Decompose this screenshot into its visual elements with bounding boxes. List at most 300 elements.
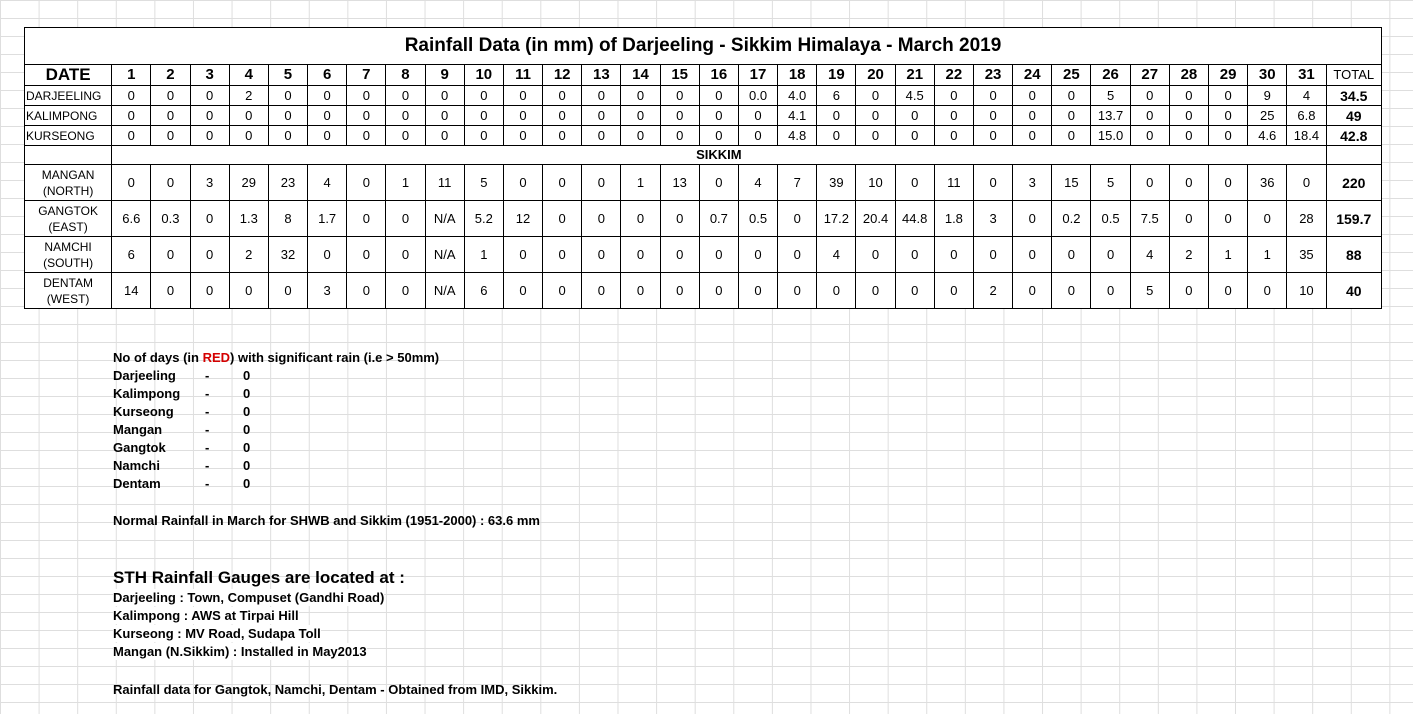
rain-value: 0 [151, 237, 190, 273]
rain-value: 5.2 [464, 201, 503, 237]
rain-value: 28 [1287, 201, 1326, 237]
rain-value: 0 [268, 273, 307, 309]
total-header: TOTAL [1326, 65, 1381, 86]
rain-value: 0 [543, 237, 582, 273]
rain-value: 4 [817, 237, 856, 273]
rain-value: 0 [1169, 165, 1208, 201]
rain-value: 0 [699, 126, 738, 146]
rain-value: 0 [229, 126, 268, 146]
table-row [25, 165, 1382, 201]
rain-value: 0 [308, 86, 347, 106]
significant-rain-heading [113, 349, 439, 367]
rain-value: 0 [621, 86, 660, 106]
rain-value: 0 [1013, 237, 1052, 273]
rain-value: 0 [1130, 165, 1169, 201]
station-label: Kurseong [113, 404, 174, 419]
rain-value: 0 [1169, 106, 1208, 126]
rain-value: 0 [543, 273, 582, 309]
rain-value: 6 [464, 273, 503, 309]
rain-value: 0 [1169, 86, 1208, 106]
rain-value: 0 [386, 126, 425, 146]
rain-value: 0 [347, 165, 386, 201]
day-header: 20 [856, 65, 895, 86]
rain-value: 0 [856, 106, 895, 126]
rain-value: 6 [112, 237, 151, 273]
rain-value: 0 [308, 106, 347, 126]
significant-day-count: 0 [243, 404, 251, 419]
station-name [25, 237, 112, 273]
rain-value: 0 [621, 106, 660, 126]
rain-value: 0 [190, 126, 229, 146]
rain-value: 0 [895, 273, 934, 309]
significant-day-count: 0 [243, 386, 251, 401]
separator-dash: - [205, 368, 210, 383]
rain-value: 0 [464, 86, 503, 106]
rain-value: 0 [1209, 106, 1248, 126]
rain-value: 13 [660, 165, 699, 201]
rain-value: 12 [503, 201, 542, 237]
rain-value: 0 [1209, 126, 1248, 146]
rain-value: 0 [347, 106, 386, 126]
rain-value: 36 [1248, 165, 1287, 201]
rain-value: 7 [778, 165, 817, 201]
rain-value: 0.3 [151, 201, 190, 237]
rain-value: 10 [1287, 273, 1326, 309]
rain-value: 39 [817, 165, 856, 201]
rain-value: 0 [1169, 201, 1208, 237]
rain-value: 0 [778, 237, 817, 273]
day-header-row [25, 65, 1382, 86]
sikkim-section-row [25, 146, 1382, 165]
rain-value: 0 [817, 126, 856, 146]
rain-value: 0 [229, 106, 268, 126]
rain-value: 0 [190, 86, 229, 106]
rain-value: 0 [1248, 201, 1287, 237]
rain-value: 4.6 [1248, 126, 1287, 146]
rain-value: 0 [1130, 106, 1169, 126]
rain-value: 10 [856, 165, 895, 201]
rain-value: 0.0 [738, 86, 777, 106]
rain-value: 0 [386, 237, 425, 273]
row-total: 220 [1326, 165, 1381, 201]
rain-value: 3 [973, 201, 1012, 237]
day-header: 18 [778, 65, 817, 86]
rain-value: 0 [973, 237, 1012, 273]
rain-value: 0 [190, 106, 229, 126]
rain-value: 0 [425, 86, 464, 106]
rain-value: 0 [543, 201, 582, 237]
rain-value: 6.8 [1287, 106, 1326, 126]
rain-value: 0 [582, 237, 621, 273]
gauge-location: Kurseong : MV Road, Sudapa Toll [113, 626, 321, 641]
rain-value: 0 [699, 106, 738, 126]
rain-value: 0 [1013, 273, 1052, 309]
rain-value: 0 [973, 106, 1012, 126]
rain-value: 0 [503, 126, 542, 146]
rain-value: 0 [1052, 106, 1091, 126]
day-header: 5 [268, 65, 307, 86]
rain-value: 11 [425, 165, 464, 201]
station-label: Gangtok [113, 440, 166, 455]
rain-value: 32 [268, 237, 307, 273]
rain-value: 8 [268, 201, 307, 237]
rain-value: 17.2 [817, 201, 856, 237]
rain-value: 4.0 [778, 86, 817, 106]
station-region: (SOUTH) [43, 255, 94, 270]
rain-value: 0 [503, 165, 542, 201]
rain-value: 0 [1052, 126, 1091, 146]
rain-value: 0 [543, 165, 582, 201]
rain-value: 0 [151, 86, 190, 106]
rain-value: 2 [229, 237, 268, 273]
station-name [25, 273, 112, 309]
rain-value: 0 [699, 273, 738, 309]
station-region: (WEST) [46, 291, 90, 306]
station-label: Darjeeling [113, 368, 176, 383]
table-row [25, 126, 1382, 146]
rain-value: 0 [386, 201, 425, 237]
rain-value: 0 [1091, 237, 1130, 273]
rain-value: 0 [268, 86, 307, 106]
rain-value: 0 [973, 165, 1012, 201]
rain-value: N/A [425, 201, 464, 237]
rain-value: 2 [973, 273, 1012, 309]
separator-dash: - [205, 386, 210, 401]
rain-value: 11 [934, 165, 973, 201]
rain-value: 0 [190, 273, 229, 309]
rain-value: 0 [699, 237, 738, 273]
rain-value: 0 [112, 165, 151, 201]
station-name-main: DENTAM [43, 275, 93, 290]
rain-value: 15.0 [1091, 126, 1130, 146]
rain-value: 15 [1052, 165, 1091, 201]
station-name: DARJEELING [25, 86, 112, 106]
day-header: 27 [1130, 65, 1169, 86]
day-header: 30 [1248, 65, 1287, 86]
rain-value: 6.6 [112, 201, 151, 237]
rain-value: 0 [856, 273, 895, 309]
rain-value: 0 [582, 126, 621, 146]
rain-value: 0 [895, 106, 934, 126]
rain-value: 2 [229, 86, 268, 106]
rain-value: 20.4 [856, 201, 895, 237]
rain-value: 0 [582, 201, 621, 237]
rain-value: 0 [386, 106, 425, 126]
day-header: 25 [1052, 65, 1091, 86]
rain-value: 0 [621, 126, 660, 146]
significant-prefix: No of days (in [113, 350, 203, 365]
rain-value: 1.8 [934, 201, 973, 237]
significant-day-count: 0 [243, 458, 251, 473]
table-row [25, 273, 1382, 309]
table-title: Rainfall Data (in mm) of Darjeeling - Sikkim Himalaya - March 2019 [25, 28, 1382, 65]
station-label: Dentam [113, 476, 161, 491]
rain-value: 0 [934, 106, 973, 126]
rain-value: 0 [738, 273, 777, 309]
rain-value: 44.8 [895, 201, 934, 237]
rain-value: 0 [1209, 86, 1248, 106]
separator-dash: - [205, 422, 210, 437]
rain-value: 0 [660, 126, 699, 146]
rain-value: 0 [151, 106, 190, 126]
rain-value: 0 [660, 106, 699, 126]
rain-value: 0 [778, 201, 817, 237]
rain-value: 0 [660, 86, 699, 106]
rain-value: 4 [308, 165, 347, 201]
day-header: 13 [582, 65, 621, 86]
rain-value: 0 [1013, 106, 1052, 126]
rain-value: 0 [582, 165, 621, 201]
station-name-main: GANGTOK [38, 203, 98, 218]
rain-value: 0 [1130, 86, 1169, 106]
rain-value: 4 [1287, 86, 1326, 106]
rain-value: 0 [464, 126, 503, 146]
rain-value: 0 [1209, 201, 1248, 237]
rain-value: 0 [1130, 126, 1169, 146]
rain-value: 0 [151, 273, 190, 309]
rain-value: 0 [190, 237, 229, 273]
row-total: 88 [1326, 237, 1381, 273]
rain-value: 0 [738, 126, 777, 146]
rain-value: 0 [856, 126, 895, 146]
rain-value: 0.7 [699, 201, 738, 237]
station-region: (EAST) [48, 219, 88, 234]
rain-value: 0 [112, 106, 151, 126]
row-total: 34.5 [1326, 86, 1381, 106]
rain-value: 0 [425, 106, 464, 126]
rain-value: 0 [1013, 201, 1052, 237]
rain-value: 3 [1013, 165, 1052, 201]
rain-value: 0 [151, 165, 190, 201]
day-header: 31 [1287, 65, 1326, 86]
rain-value: 2 [1169, 237, 1208, 273]
rain-value: 0 [660, 237, 699, 273]
rain-value: 0 [464, 106, 503, 126]
rain-value: 3 [308, 273, 347, 309]
rain-value: 0 [973, 86, 1012, 106]
rain-value: 0 [543, 86, 582, 106]
rainfall-table [24, 27, 1382, 309]
rain-value: 3 [190, 165, 229, 201]
rain-value: 0 [895, 165, 934, 201]
table-row [25, 201, 1382, 237]
rain-value: 0 [503, 237, 542, 273]
row-total: 42.8 [1326, 126, 1381, 146]
gauges-title: STH Rainfall Gauges are located at : [113, 568, 405, 587]
significant-day-count: 0 [243, 368, 251, 383]
rain-value: 0 [268, 126, 307, 146]
table-row [25, 86, 1382, 106]
day-header: 21 [895, 65, 934, 86]
separator-dash: - [205, 404, 210, 419]
rain-value: 0 [425, 126, 464, 146]
rain-value: 0 [347, 237, 386, 273]
gauge-location: Mangan (N.Sikkim) : Installed in May2013 [113, 644, 367, 659]
blank-cell [25, 146, 112, 165]
day-header: 22 [934, 65, 973, 86]
significant-day-count: 0 [243, 422, 251, 437]
day-header: 9 [425, 65, 464, 86]
separator-dash: - [205, 476, 210, 491]
rain-value: 0 [347, 201, 386, 237]
rain-value: 0 [112, 86, 151, 106]
day-header: 6 [308, 65, 347, 86]
rain-value: 0 [934, 126, 973, 146]
rain-value: 0.2 [1052, 201, 1091, 237]
blank-cell [1326, 146, 1381, 165]
rain-value: 0 [1169, 126, 1208, 146]
day-header: 7 [347, 65, 386, 86]
day-header: 26 [1091, 65, 1130, 86]
station-label: Kalimpong [113, 386, 181, 401]
gauge-location: Kalimpong : AWS at Tirpai Hill [113, 608, 299, 623]
rain-value: 0 [347, 86, 386, 106]
rain-value: 1 [464, 237, 503, 273]
significant-suffix: ) with significant rain (i.e > 50mm) [230, 350, 440, 365]
rain-value: N/A [425, 237, 464, 273]
rain-value: 5 [1130, 273, 1169, 309]
rain-value: 4 [738, 165, 777, 201]
rain-value: 0 [1052, 237, 1091, 273]
station-label: Mangan [113, 422, 163, 437]
rain-value: 0 [895, 126, 934, 146]
day-header: 15 [660, 65, 699, 86]
rain-value: 0 [1248, 273, 1287, 309]
rain-value: 0 [347, 126, 386, 146]
rain-value: 1 [1209, 237, 1248, 273]
station-label: Namchi [113, 458, 160, 473]
rain-value: 0 [543, 106, 582, 126]
rain-value: 0 [738, 237, 777, 273]
rain-value: 0 [699, 86, 738, 106]
gauge-location: Darjeeling : Town, Compuset (Gandhi Road) [113, 590, 385, 605]
rain-value: 0 [738, 106, 777, 126]
rain-value: 7.5 [1130, 201, 1169, 237]
rain-value: 1 [386, 165, 425, 201]
day-header: 2 [151, 65, 190, 86]
day-header: 4 [229, 65, 268, 86]
rain-value: 0 [934, 273, 973, 309]
day-header: 1 [112, 65, 151, 86]
rain-value: 0 [582, 106, 621, 126]
sikkim-section-label: SIKKIM [112, 146, 1326, 165]
station-name: KALIMPONG [25, 106, 112, 126]
rain-value: 0 [1052, 86, 1091, 106]
rain-value: 0 [347, 273, 386, 309]
rain-value: 5 [1091, 86, 1130, 106]
significant-red-word: RED [202, 350, 231, 365]
rain-value: N/A [425, 273, 464, 309]
row-total: 40 [1326, 273, 1381, 309]
rain-value: 0 [1209, 273, 1248, 309]
rain-value: 0 [973, 126, 1012, 146]
rain-value: 0 [1091, 273, 1130, 309]
rain-value: 5 [1091, 165, 1130, 201]
rain-value: 0 [895, 237, 934, 273]
rain-value: 0 [621, 201, 660, 237]
rain-value: 0 [1013, 126, 1052, 146]
normal-rainfall-note: Normal Rainfall in March for SHWB and Sikkim (1951-2000) : 63.6 mm [113, 513, 540, 528]
rain-value: 0 [582, 86, 621, 106]
rain-value: 5 [464, 165, 503, 201]
day-header: 12 [543, 65, 582, 86]
rain-value: 0 [934, 86, 973, 106]
rain-value: 1 [621, 165, 660, 201]
rain-value: 0 [621, 273, 660, 309]
rain-value: 0 [582, 273, 621, 309]
rain-value: 0 [817, 273, 856, 309]
rain-value: 0 [112, 126, 151, 146]
rain-value: 9 [1248, 86, 1287, 106]
table-row [25, 237, 1382, 273]
rain-value: 14 [112, 273, 151, 309]
rain-value: 0 [308, 126, 347, 146]
rain-value: 1.7 [308, 201, 347, 237]
separator-dash: - [205, 440, 210, 455]
rain-value: 6 [817, 86, 856, 106]
day-header: 29 [1209, 65, 1248, 86]
rain-value: 1 [1248, 237, 1287, 273]
rain-value: 0 [268, 106, 307, 126]
day-header: 16 [699, 65, 738, 86]
rain-value: 0.5 [738, 201, 777, 237]
rain-value: 0 [386, 86, 425, 106]
rain-value: 0.5 [1091, 201, 1130, 237]
rain-value: 0 [1209, 165, 1248, 201]
rain-value: 0 [856, 86, 895, 106]
rain-value: 0 [229, 273, 268, 309]
rain-value: 0 [190, 201, 229, 237]
rain-value: 0 [503, 273, 542, 309]
rain-value: 0 [1052, 273, 1091, 309]
rain-value: 0 [778, 273, 817, 309]
rain-value: 0 [1013, 86, 1052, 106]
rain-value: 35 [1287, 237, 1326, 273]
day-header: 28 [1169, 65, 1208, 86]
significant-day-count: 0 [243, 476, 251, 491]
significant-day-count: 0 [243, 440, 251, 455]
rain-value: 4.1 [778, 106, 817, 126]
day-header: 23 [973, 65, 1012, 86]
rain-value: 13.7 [1091, 106, 1130, 126]
row-total: 159.7 [1326, 201, 1381, 237]
day-header: 8 [386, 65, 425, 86]
rain-value: 4 [1130, 237, 1169, 273]
data-source-note: Rainfall data for Gangtok, Namchi, Dentam - Obtained from IMD, Sikkim. [113, 682, 558, 697]
rain-value: 4.5 [895, 86, 934, 106]
date-header: DATE [25, 65, 112, 86]
rain-value: 0 [621, 237, 660, 273]
station-name [25, 165, 112, 201]
rain-value: 0 [699, 165, 738, 201]
rain-value: 0 [1169, 273, 1208, 309]
table-row [25, 106, 1382, 126]
rain-value: 0 [856, 237, 895, 273]
day-header: 24 [1013, 65, 1052, 86]
station-region: (NORTH) [42, 183, 94, 198]
rain-value: 0 [503, 106, 542, 126]
day-header: 3 [190, 65, 229, 86]
rain-value: 0 [503, 86, 542, 106]
rain-value: 0 [308, 237, 347, 273]
rain-value: 0 [660, 273, 699, 309]
day-header: 17 [738, 65, 777, 86]
rain-value: 0 [660, 201, 699, 237]
rain-value: 0 [817, 106, 856, 126]
rain-value: 0 [1287, 165, 1326, 201]
rain-value: 1.3 [229, 201, 268, 237]
rain-value: 4.8 [778, 126, 817, 146]
